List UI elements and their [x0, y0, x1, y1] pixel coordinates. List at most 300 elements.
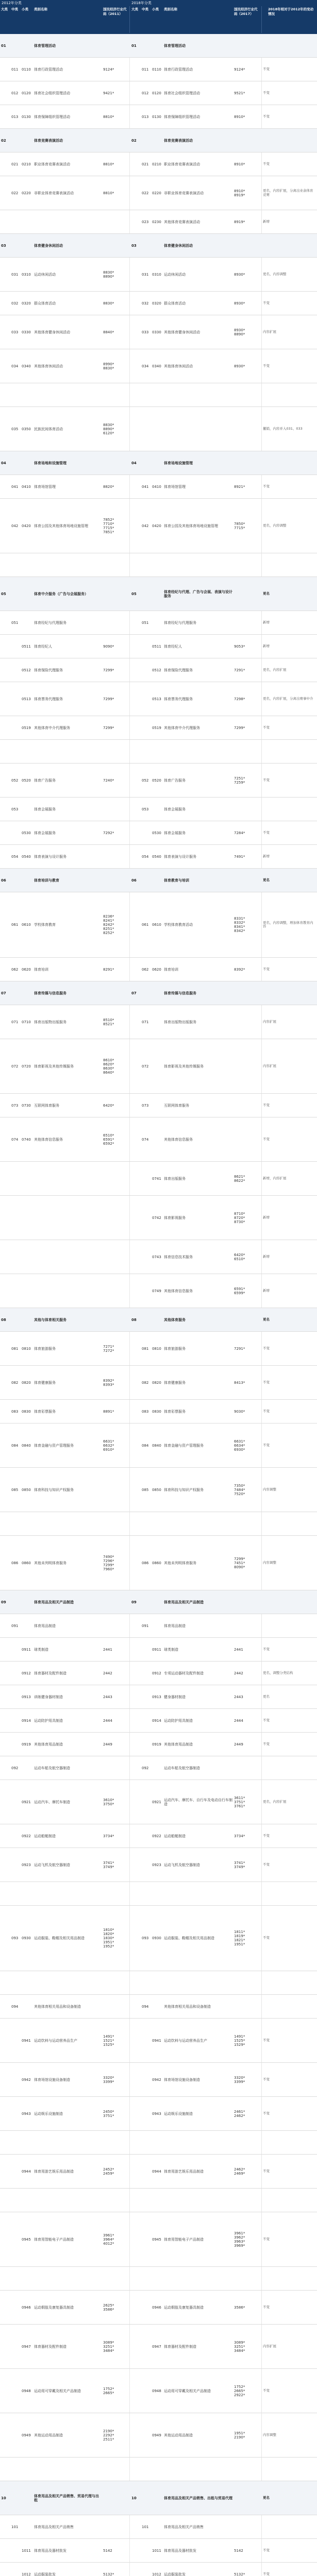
cell-b: 084 [11, 1443, 19, 1448]
table-row [0, 1662, 317, 1685]
cell-n2: 其他体育中介代理服务 [164, 725, 200, 730]
cell-note: 撤销，内容并入031、033 [263, 426, 303, 431]
cell-n2: 体育培训 [164, 967, 178, 972]
cell-b [11, 2563, 21, 2576]
cell-b2 [142, 1971, 151, 1994]
cell-c [22, 1274, 33, 1308]
cell-n: 运动船艇制造 [34, 1834, 56, 1838]
cell-note [263, 553, 316, 577]
cell-b2 [142, 1308, 151, 1331]
cell-a2 [131, 1882, 141, 1905]
cell-i2 [234, 798, 261, 821]
cell-a2 [131, 2291, 141, 2324]
cell-n2: 其他体育健身休闲活动 [164, 330, 200, 334]
cell-c2: 0941 [152, 2038, 161, 2043]
cell-c: 1011 [22, 2548, 31, 2553]
cell-b2: 033 [142, 330, 149, 334]
cell-n2 [164, 2458, 232, 2481]
cell-c2: 0946 [152, 2305, 161, 2310]
table-row [0, 1196, 317, 1240]
cell-c: 0530 [22, 831, 31, 835]
cell-c [22, 740, 33, 763]
cell-i: 8810* [103, 114, 114, 119]
cell-n: 体育会展服务 [34, 807, 56, 811]
cell-b2 [142, 34, 151, 57]
cell-a [1, 958, 10, 981]
cell-c2: 0340 [152, 364, 161, 368]
cell-n2: 运动服装、鞋帽及相关用品制造 [164, 1936, 214, 1940]
cell-b2: 093 [142, 1936, 149, 1940]
cell-c2 [152, 1039, 163, 1093]
cell-b2 [142, 2131, 151, 2154]
cell-i2 [234, 2515, 261, 2538]
cell-c2 [152, 1005, 163, 1039]
cell-i2: 8910* [234, 114, 245, 119]
cell-n2: 体育行政管理活动 [164, 67, 193, 72]
cell-note: 不变 [263, 1409, 270, 1413]
cell-a2 [131, 1162, 141, 1195]
cell-i: 3961* 3964* 4012* [103, 2233, 114, 2246]
cell-n [34, 1196, 101, 1240]
cell-c [22, 2515, 33, 2538]
cell-n [34, 383, 101, 406]
cell-n: 体育用品及相关产品销售、贸易代理与出租 [34, 2494, 99, 2502]
cell-note: 更名，内容扩展，分离出业余体育竞赛 [263, 189, 313, 197]
cell-n2: 体育会展服务 [164, 807, 186, 811]
cell-n: 运动饮料与运动营养品生产 [34, 2038, 77, 2043]
cell-note: 内容调整 [263, 1560, 276, 1565]
cell-i [103, 1590, 129, 1614]
cell-n: 体育金融与资产管理服务 [34, 1443, 74, 1448]
cell-note: 不变 [263, 2077, 270, 2081]
cell-n: 其他运动用品制造 [34, 2433, 63, 2437]
cell-i2: 3611* 3751* 3761* [234, 1795, 245, 1808]
cell-b [11, 2413, 21, 2457]
cell-c: 0710 [22, 1020, 31, 1024]
cell-a2 [131, 1848, 141, 1882]
cell-a: 05 [1, 591, 6, 596]
cell-i2: 8910* 8919* [234, 189, 245, 197]
cell-note [263, 1512, 316, 1535]
cell-c2: 0320 [152, 301, 161, 306]
cell-n: 体育用游艺娱乐用品制造 [34, 2169, 74, 2174]
cell-n: 体育场馆设施设备制造 [34, 2077, 70, 2082]
cell-b [11, 869, 21, 892]
cell-a: 10 [1, 2496, 6, 2500]
cell-b: 082 [11, 1380, 19, 1385]
cell-n2: 体育彩票服务 [164, 1409, 186, 1414]
cell-c2: 0942 [152, 2077, 161, 2082]
cell-c2: 0914 [152, 1718, 161, 1723]
cell-b [11, 2019, 21, 2062]
cell-n2: 其他体育相关用品和设备制造 [164, 2004, 211, 2009]
cell-a [1, 845, 10, 868]
cell-b: 051 [11, 620, 19, 625]
cell-b2: 013 [142, 114, 149, 119]
cell-a2 [131, 958, 141, 981]
cell-i2 [234, 1882, 261, 1905]
cell-a2 [131, 105, 141, 128]
cell-b2 [142, 2291, 151, 2324]
cell-i2: 7850* 7715* [234, 521, 245, 530]
cell-n2: 体育金融与资产管理服务 [164, 1443, 204, 1448]
table-row [0, 129, 317, 152]
cell-note: 内容扩展 [263, 2344, 276, 2348]
cell-b2 [142, 1638, 151, 1661]
cell-note: 新增 [263, 219, 270, 224]
cell-a2: 02 [131, 138, 137, 143]
table-row [0, 2458, 317, 2481]
cell-a [1, 1848, 10, 1882]
cell-c: 0914 [22, 1718, 31, 1723]
cell-n [34, 1162, 101, 1195]
cell-c [22, 2458, 33, 2481]
cell-a [1, 1995, 10, 2018]
table-row [0, 2063, 317, 2097]
cell-i2 [234, 981, 261, 1005]
cell-c: 0110 [22, 67, 31, 72]
cell-n: 其他与体育相关服务 [34, 1317, 66, 1322]
cell-c2 [152, 577, 163, 611]
cell-a2 [131, 1005, 141, 1039]
cell-note: 不变 [263, 830, 270, 835]
cell-note: 不变 [263, 66, 270, 71]
cell-a [1, 2212, 10, 2266]
table-row [0, 2267, 317, 2291]
header-old-name: 类别名称 [34, 7, 47, 11]
cell-i2: 7491* [234, 854, 245, 859]
cell-b2: 072 [142, 1064, 149, 1069]
cell-a2 [131, 1512, 141, 1535]
cell-note [263, 1590, 316, 1614]
cell-a2 [131, 740, 141, 763]
cell-note [263, 2515, 316, 2538]
cell-n: 互联网体育服务 [34, 1103, 59, 1108]
cell-b: 073 [11, 1103, 19, 1108]
cell-a2 [131, 2369, 141, 2413]
cell-b: 022 [11, 191, 19, 195]
cell-c [22, 1512, 33, 1535]
table-row [0, 81, 317, 105]
table-row [0, 1117, 317, 1162]
cell-a [1, 2097, 10, 2130]
cell-a [1, 1162, 10, 1195]
cell-b2: 012 [142, 91, 149, 95]
cell-a2 [131, 892, 141, 957]
cell-n2: 体育经纪与代理、广告与会展、表演与设计服务 [164, 589, 232, 598]
cell-a [1, 258, 10, 291]
cell-c2: 0120 [152, 91, 161, 95]
table-row [0, 1536, 317, 1590]
cell-c: 0730 [22, 1103, 31, 1108]
cell-n: 体育用品及相关产品制造 [34, 1600, 74, 1604]
cell-b2 [142, 1848, 151, 1882]
cell-n2: 运动休闲活动 [164, 272, 186, 277]
cell-n2: 体育健康服务 [164, 1380, 186, 1385]
cell-a2 [131, 2413, 141, 2457]
cell-i [103, 1468, 129, 1512]
table-header [0, 0, 317, 34]
cell-i2 [234, 1117, 261, 1161]
header-change-note: 2018年相对于2012年的变动情况 [268, 7, 314, 16]
cell-i [103, 869, 129, 892]
cell-b2: 051 [142, 620, 149, 625]
cell-n: 运动服装批发 [34, 2572, 56, 2576]
cell-n: 训练健身器材制造 [34, 1694, 63, 1699]
cell-n2: 运动假肢及康复器具制造 [164, 2305, 204, 2310]
cell-a [1, 1906, 10, 1971]
cell-b2 [142, 1780, 151, 1824]
cell-c2: 0742 [152, 1215, 161, 1220]
cell-i: 9421* [103, 91, 114, 95]
cell-i2: 3961* 3962* 3963* 3969* [234, 2231, 245, 2248]
cell-n2: 运动船艇制造 [164, 1834, 186, 1838]
cell-a [1, 1274, 10, 1308]
cell-n2: 体育用智能电子产品制造 [164, 2237, 204, 2242]
cell-i2 [234, 234, 261, 257]
cell-b2 [142, 2539, 151, 2562]
cell-a [1, 292, 10, 315]
cell-c: 0130 [22, 114, 31, 119]
cell-a [1, 176, 10, 210]
cell-b: 085 [11, 1487, 19, 1492]
cell-a2 [131, 1995, 141, 2018]
cell-b [11, 2155, 21, 2188]
cell-n: 体育公园及其他体育场地设施管理 [34, 523, 88, 528]
cell-n: 体育保障组织管理活动 [34, 114, 70, 119]
cell-b [11, 1196, 21, 1240]
cell-c [22, 553, 33, 577]
cell-n2 [164, 1971, 232, 1994]
table-row [0, 1308, 317, 1332]
cell-n: 体育经纪与代理服务 [34, 620, 66, 625]
cell-b2 [142, 821, 151, 844]
cell-note: 不变 [263, 2111, 270, 2115]
cell-c2 [152, 798, 163, 821]
cell-c [22, 1308, 33, 1331]
cell-a2 [131, 1468, 141, 1512]
cell-n: 体育行政管理活动 [34, 67, 63, 72]
cell-n2: 体育出版物出版服务 [164, 1020, 196, 1024]
header-new-major: 大类 [131, 7, 138, 11]
cell-c: 0860 [22, 1561, 31, 1565]
cell-i: 2442 [103, 1671, 112, 1675]
cell-i [103, 845, 129, 868]
cell-a: 03 [1, 243, 6, 248]
cell-i2: 8710* 8720* 8730* [234, 1211, 245, 1224]
cell-i: 8840* [103, 330, 114, 334]
cell-a2: 10 [131, 2496, 137, 2500]
cell-c: 1012 [22, 2572, 31, 2576]
cell-c: 0320 [22, 301, 31, 306]
cell-i: 7240* [103, 778, 114, 783]
cell-a [1, 2515, 10, 2538]
cell-a [1, 407, 10, 451]
cell-n [34, 740, 101, 763]
cell-a [1, 2458, 10, 2481]
cell-b2: 084 [142, 1443, 149, 1448]
cell-c2: 0520 [152, 778, 161, 783]
cell-a2 [131, 2063, 141, 2096]
cell-i: 8810* [103, 191, 114, 195]
cell-n2: 体育出版服务 [164, 1176, 186, 1181]
cell-note: 不变 [263, 484, 270, 488]
table-row [0, 34, 317, 58]
cell-b2: 094 [142, 2004, 149, 2009]
cell-b2: 074 [142, 1137, 149, 1142]
cell-n: 运动娱乐设施制造 [34, 2111, 63, 2116]
cell-c2 [152, 1117, 163, 1161]
cell-i [103, 383, 129, 406]
cell-note [263, 234, 316, 257]
cell-a2 [131, 1709, 141, 1732]
cell-n: 体育场馆管理 [34, 484, 56, 489]
cell-i [103, 1995, 129, 2018]
cell-a2 [131, 1094, 141, 1117]
cell-n2: 运动汽车、摩托车、自行车及电动自行车制造 [164, 1798, 232, 1806]
cell-c2: 0830 [152, 1409, 161, 1414]
cell-b [11, 1512, 21, 1535]
cell-c2 [152, 981, 163, 1005]
cell-i2 [234, 1756, 261, 1780]
cell-a [1, 2063, 10, 2096]
cell-a [1, 1094, 10, 1117]
cell-b [11, 2267, 21, 2290]
cell-i [103, 129, 129, 152]
cell-b [11, 682, 21, 716]
cell-note [263, 2189, 316, 2212]
cell-i2 [234, 1971, 261, 1994]
cell-a2 [131, 2515, 141, 2538]
cell-n2: 体育用品及器材批发 [164, 2548, 196, 2553]
cell-c [22, 611, 33, 634]
cell-c2: 0511 [152, 644, 161, 649]
cell-c: 0740 [22, 1137, 31, 1142]
cell-n: 体育社会组织管理活动 [34, 91, 70, 95]
table-row [0, 2155, 317, 2189]
cell-c: 0948 [22, 2388, 31, 2393]
table-row [0, 716, 317, 740]
cell-n2 [164, 407, 232, 451]
cell-n: 运动假肢及康复器具制造 [34, 2305, 74, 2310]
cell-n: 体育培训与教育 [34, 878, 59, 883]
cell-c2: 0921 [152, 1800, 161, 1804]
cell-b [11, 821, 21, 844]
table-row [0, 292, 317, 315]
cell-c2: 1011 [152, 2548, 161, 2553]
cell-n2: 其他运动用品制造 [164, 2433, 193, 2437]
cell-c: 0946 [22, 2305, 31, 2310]
cell-b2: 091 [142, 1623, 149, 1628]
table-row [0, 451, 317, 475]
cell-note: 更名 [263, 1694, 270, 1699]
cell-a2 [131, 821, 141, 844]
cell-n2: 体育用品及相关产品制造 [164, 1600, 204, 1604]
cell-a [1, 349, 10, 383]
cell-b2 [142, 1662, 151, 1685]
cell-n: 体育科技与知识产权服务 [34, 1487, 74, 1492]
cell-i2: 3586* [234, 2305, 245, 2310]
cell-i2: 7299* [234, 725, 245, 730]
cell-c: 0410 [22, 484, 31, 489]
cell-n: 体育保险代理服务 [34, 668, 63, 672]
cell-a [1, 475, 10, 498]
cell-note: 不变 [263, 1137, 270, 1141]
cell-i: 2441 [103, 1647, 112, 1652]
cell-i2 [234, 451, 261, 474]
cell-a [1, 821, 10, 844]
cell-b [11, 635, 21, 658]
cell-i: 2449 [103, 1742, 112, 1747]
cell-b2: 073 [142, 1103, 149, 1108]
cell-c [22, 1196, 33, 1240]
cell-n: 球类制造 [34, 1647, 48, 1652]
cell-a2: 05 [131, 591, 137, 596]
cell-c [22, 577, 33, 611]
cell-n2: 职业体育竞赛表演活动 [164, 162, 200, 166]
cell-a2: 07 [131, 991, 137, 995]
cell-note: 不变 [263, 114, 270, 118]
cell-c2: 0820 [152, 1380, 161, 1385]
cell-note [263, 798, 316, 821]
table-row [0, 383, 317, 407]
cell-note: 不变 [263, 2304, 270, 2309]
cell-b2 [142, 2458, 151, 2481]
cell-c [22, 1614, 33, 1637]
cell-c2 [152, 1995, 163, 2018]
cell-c: 0610 [22, 923, 31, 927]
cell-c [22, 1995, 33, 2018]
cell-i2 [234, 740, 261, 763]
cell-n [34, 1512, 101, 1535]
cell-c2 [152, 1614, 163, 1637]
cell-c2: 0930 [152, 1936, 161, 1940]
cell-b: 083 [11, 1409, 19, 1414]
table-row [0, 1332, 317, 1366]
table-row [0, 1971, 317, 1995]
cell-i [103, 2267, 129, 2290]
cell-note: 不变 [263, 777, 270, 782]
cell-i2: 8930* [234, 364, 245, 368]
cell-b2 [142, 1274, 151, 1308]
table-row [0, 1274, 317, 1308]
cell-b [11, 1733, 21, 1756]
cell-b: 074 [11, 1137, 19, 1142]
table-row [0, 475, 317, 499]
cell-note: 不变 [263, 1443, 270, 1447]
cell-a [1, 1512, 10, 1535]
cell-note: 不变 [263, 1718, 270, 1722]
cell-a2 [131, 2212, 141, 2266]
table-row [0, 981, 317, 1005]
cell-c2 [152, 2458, 163, 2481]
cell-b2 [142, 234, 151, 257]
cell-a2 [131, 1733, 141, 1756]
cell-i: 6510* 6591* 6592* [103, 1133, 114, 1146]
cell-b [11, 2097, 21, 2130]
cell-a2 [131, 1274, 141, 1308]
cell-b: 072 [11, 1064, 19, 1069]
cell-n: 体育健康服务 [34, 1380, 56, 1385]
cell-c: 0830 [22, 1409, 31, 1414]
cell-b [11, 1685, 21, 1708]
cell-a2: 09 [131, 1600, 137, 1604]
cell-c [22, 2267, 33, 2290]
cell-n2: 球类制造 [164, 1647, 178, 1652]
cell-b [11, 34, 21, 57]
header-old-code: 国民经济行业代码（2011） [103, 7, 127, 16]
cell-b2 [142, 1709, 151, 1732]
